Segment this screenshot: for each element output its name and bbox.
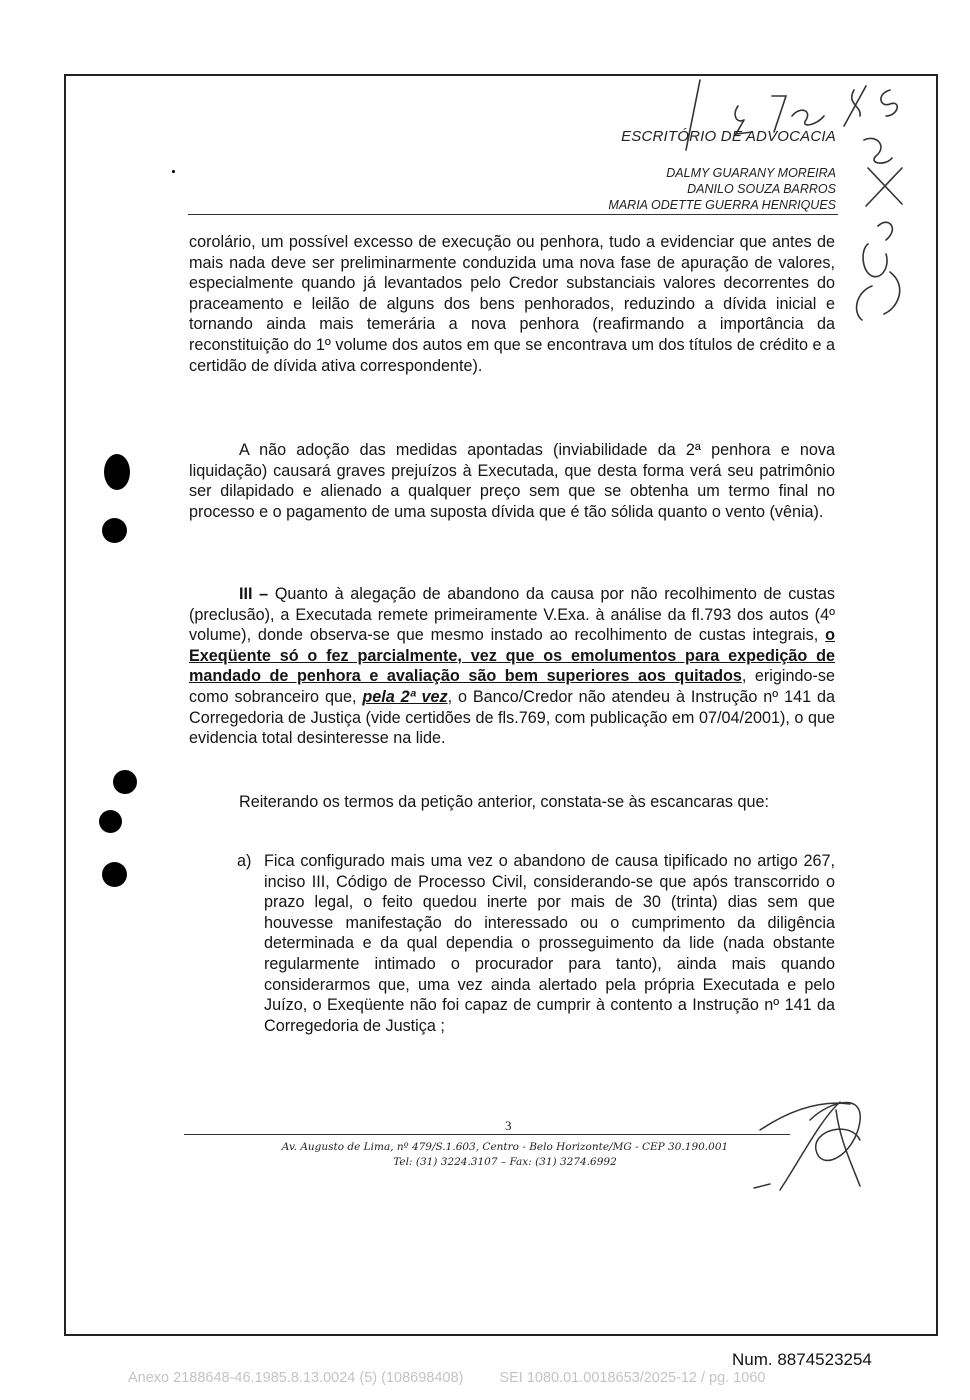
emphasis-text: pela 2ª vez bbox=[362, 687, 448, 706]
punch-hole bbox=[102, 862, 127, 887]
paragraph-reiteration bbox=[189, 792, 835, 813]
list-item-a bbox=[237, 851, 835, 1036]
partner-name: DALMY GUARANY MOREIRA bbox=[666, 166, 836, 180]
sei-reference: SEI 1080.01.0018653/2025-12 / pg. 1060 bbox=[499, 1370, 766, 1386]
paragraph-continuation bbox=[189, 232, 835, 376]
text-run: , erigindo-se como sobranceiro que, bbox=[189, 667, 835, 706]
firm-name: ESCRITÓRIO DE ADVOCACIA bbox=[621, 128, 836, 145]
paragraph-text bbox=[189, 584, 835, 749]
paragraph-section-iii bbox=[189, 584, 835, 749]
document-number-stamp: Num. 8874523254 bbox=[732, 1350, 872, 1369]
list-marker: a) bbox=[237, 852, 252, 870]
paragraph-text: corolário, um possível excesso de execução ou penhora, tudo a evidenciar que antes de mais nada deve ser preliminarmente conduzida uma nova fase de apuração de valores, especialmente quando já levantados pelo Credor substanciais valores decorrentes do praceamento e leilão de alguns dos bens penhorados, reduzindo a dívida inicial e tornando ainda mais temerária a nova penhora (reafirmando a importância da reconstituição do 1º volume dos autos em que se encontrava um dos títulos de crédito e a certidão de dívida ativa correspondente). bbox=[189, 233, 835, 375]
section-numeral: III – bbox=[239, 585, 269, 603]
paragraph-text: A não adoção das medidas apontadas (inviabilidade da 2ª penhora e nova liquidação) causará graves prejuízos à Executada, que desta forma verá seu patrimônio ser dilapidado e alienado a qualquer preço sem que se obtenha um termo final no processo e o pagamento de uma suposta dívida que é tão sólida quanto o vento (vênia). bbox=[189, 441, 835, 521]
annex-reference: Anexo 2188648-46.1985.8.13.0024 (5) (108698408) bbox=[128, 1370, 464, 1386]
footer-address bbox=[200, 1140, 810, 1170]
list-item-text: Fica configurado mais uma vez o abandono de causa tipificado no artigo 267, inciso III, Código de Processo Civil, considerando-se que após transcorrido o prazo legal, o feito quedou inerte por mais de 30 (trinta) dias sem que houvesse manifestação do interessado ou o cumprimento da diligência determinada e da qual dependia o prosseguimento da lide (nada obstante regularmente intimado o procurador para tanto), ainda mais quando considerarmos que, uma vez ainda alertado pela própria Executada e pelo Juízo, o Exeqüente não foi capaz de cumprir à contento a Instrução nº 141 da Corregedoria de Justiça ; bbox=[264, 852, 835, 1035]
page-number: 3 bbox=[505, 1118, 512, 1133]
punch-hole bbox=[99, 810, 122, 833]
letterhead bbox=[608, 128, 836, 213]
footer-rule bbox=[184, 1134, 790, 1135]
partner-list bbox=[608, 165, 836, 213]
annex-stamp bbox=[128, 1370, 848, 1386]
punch-hole bbox=[113, 770, 137, 794]
text-run: Quanto à alegação de abandono da causa por não recolhimento de custas (preclusão), a Executada remete primeiramente V.Exa. à análise da fl.793 dos autos (4º volume), donde observa-se que mesmo instado ao recolhimento de custas integrais, bbox=[189, 585, 835, 645]
partner-name: DANILO SOUZA BARROS bbox=[687, 182, 836, 196]
partner-name: MARIA ODETTE GUERRA HENRIQUES bbox=[608, 198, 836, 212]
paragraph-consequences bbox=[189, 440, 835, 522]
underlined-text: o Exeqüente só o fez parcialmente, vez que os emolumentos para expedição de mandado de penhora e avaliação são bem superiores aos quitados bbox=[189, 626, 835, 686]
phone-line: Tel: (31) 3224.3107 – Fax: (31) 3274.6992 bbox=[393, 1156, 617, 1168]
paragraph-text: Reiterando os termos da petição anterior, constata-se às escancaras que: bbox=[239, 793, 769, 811]
speck bbox=[172, 170, 175, 173]
header-rule bbox=[188, 214, 838, 215]
punch-hole bbox=[104, 454, 130, 490]
text-run: , o Banco/Credor não atendeu à Instrução nº 141 da Corregedoria de Justiça (vide certidões de fls.769, com publicação em 07/04/2001), o que evidencia total desinteresse na lide. bbox=[189, 687, 836, 748]
address-line: Av. Augusto de Lima, nº 479/S.1.603, Centro - Belo Horizonte/MG - CEP 30.190.001 bbox=[281, 1141, 729, 1153]
punch-hole bbox=[102, 518, 127, 543]
